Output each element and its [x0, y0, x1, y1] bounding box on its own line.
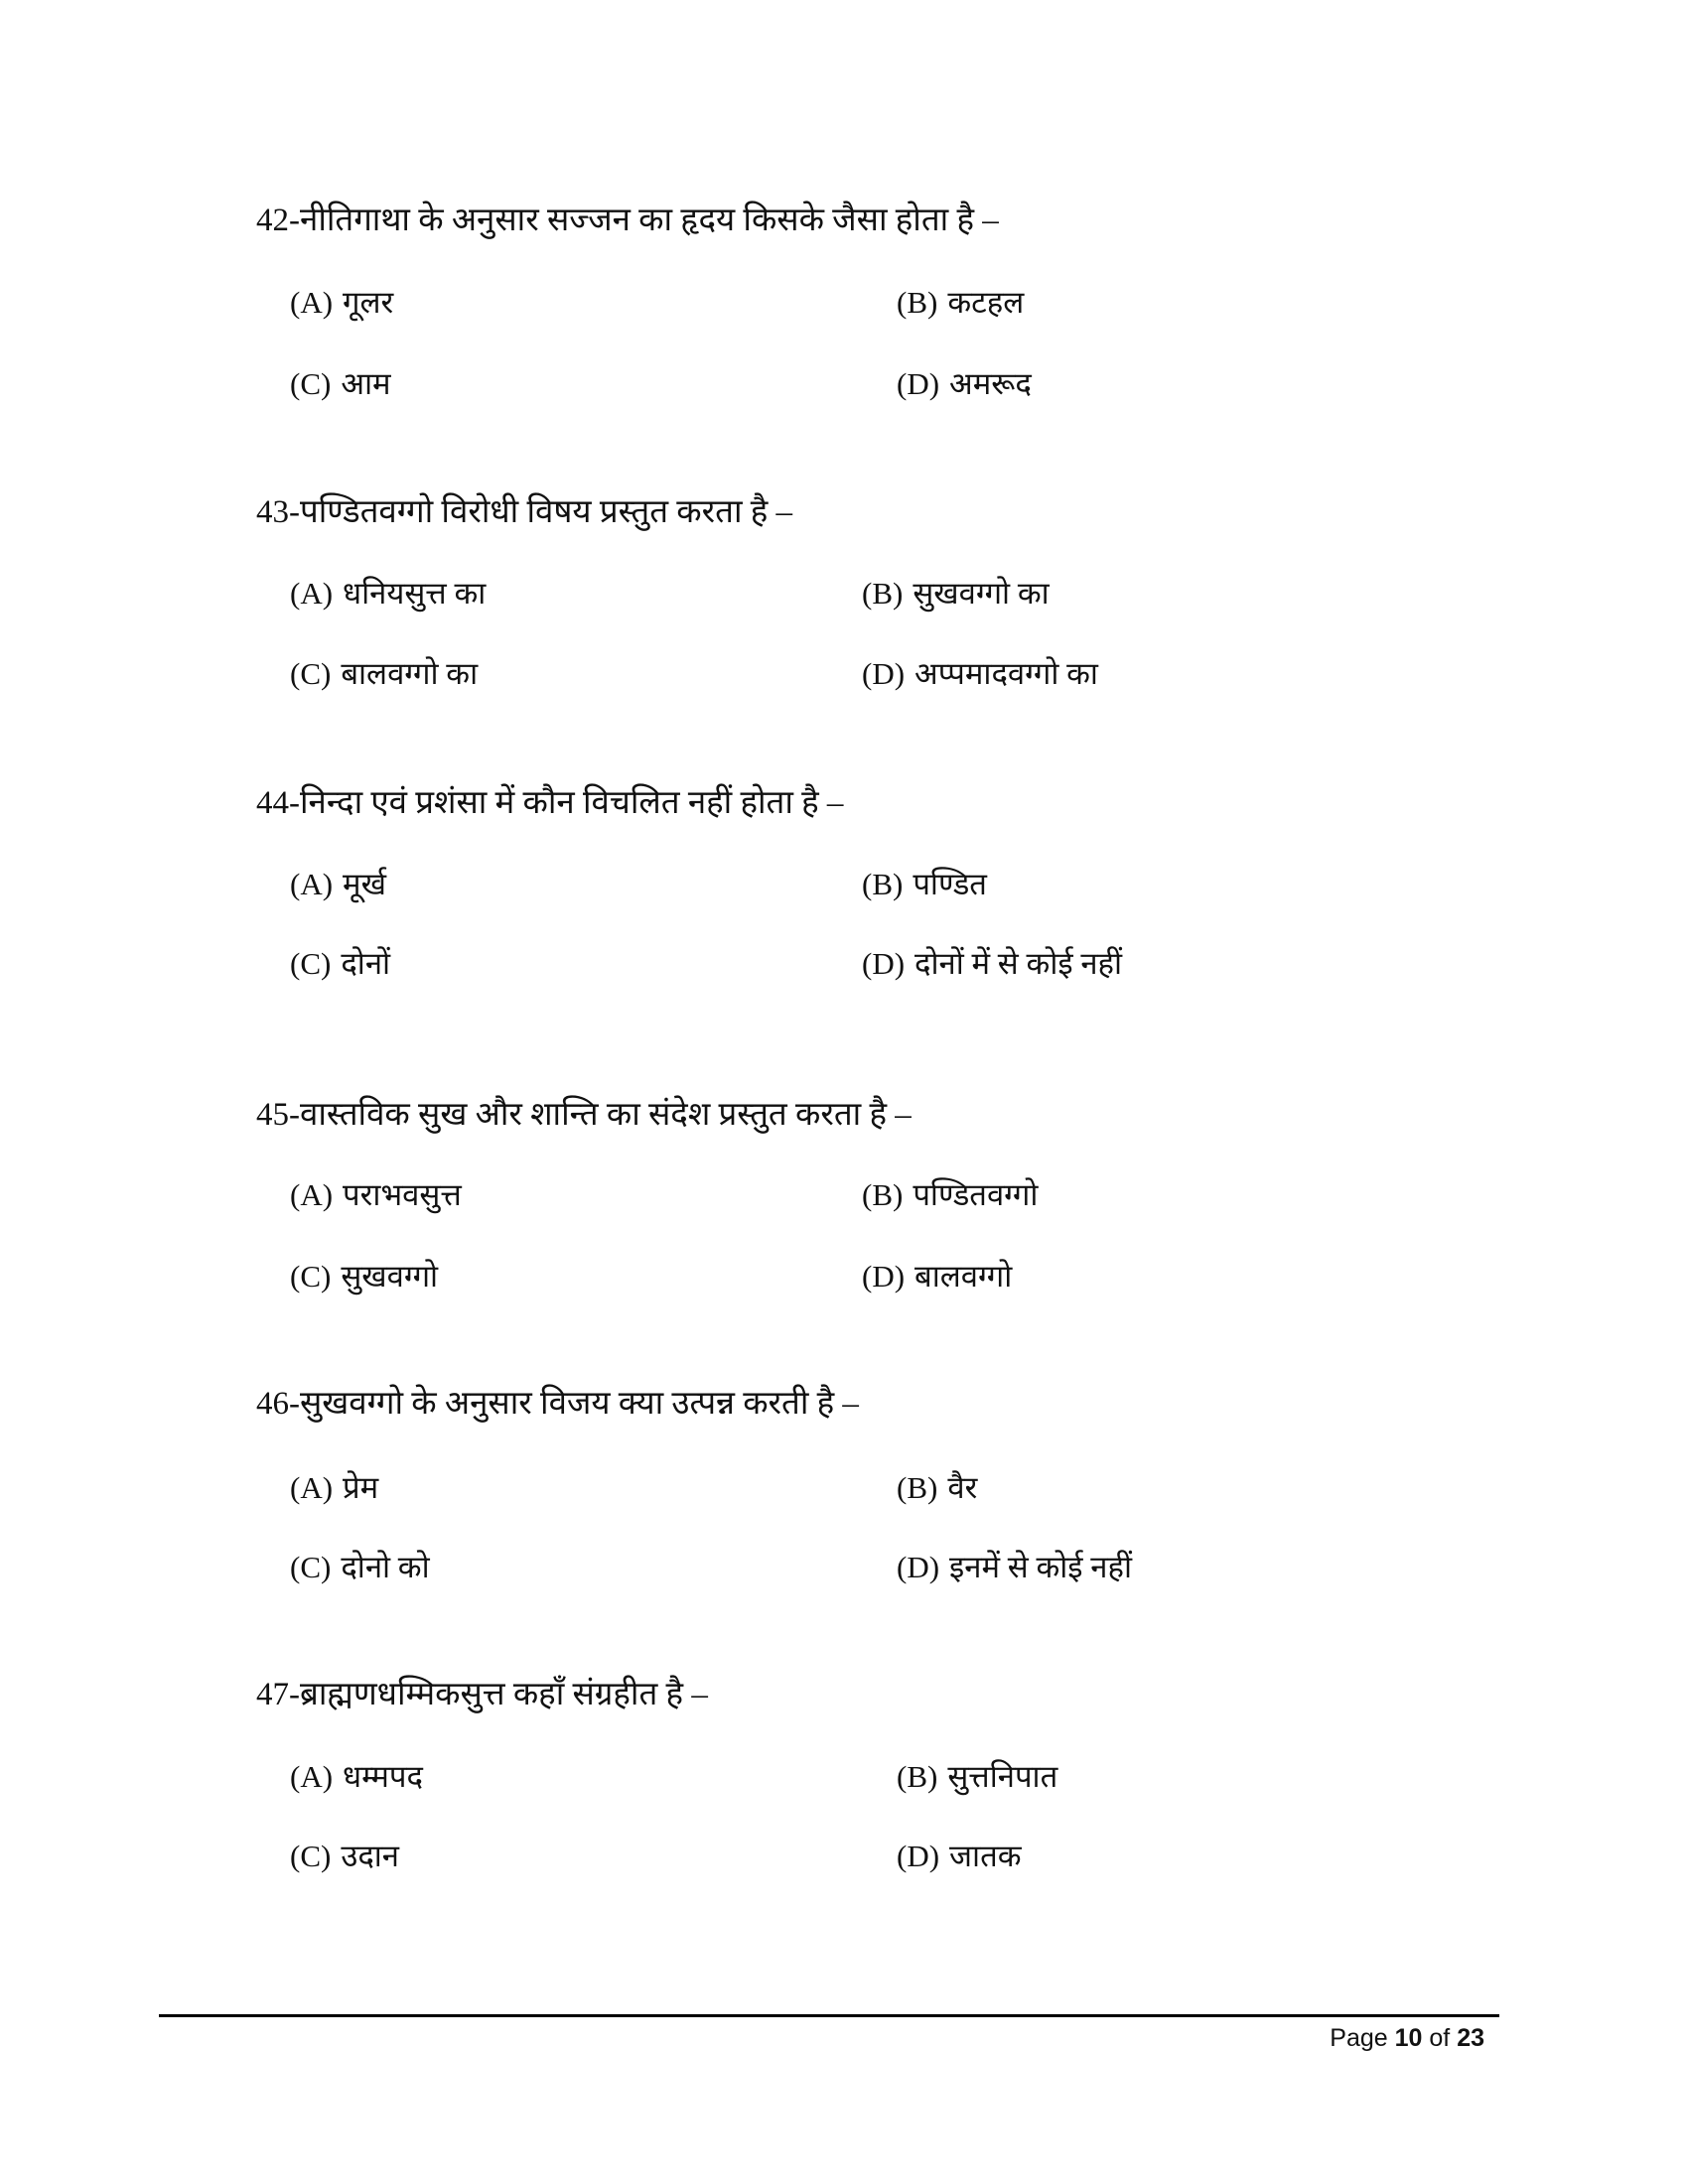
- option-text: अमरूद: [949, 366, 1032, 401]
- option-label: (C): [290, 656, 332, 691]
- question-43: [256, 492, 792, 532]
- option-a: [290, 574, 486, 614]
- option-text: सुखवग्गो: [341, 1259, 439, 1294]
- option-label: (D): [862, 656, 906, 691]
- option-label: (C): [290, 946, 332, 981]
- option-label: (D): [862, 946, 906, 981]
- option-b: [862, 574, 1050, 614]
- option-text: अप्पमादवग्गो का: [914, 656, 1098, 691]
- question-text: सुखवग्गो के अनुसार विजय क्या उत्पन्न करती है –: [300, 1386, 859, 1422]
- question-number: 43-: [256, 494, 300, 530]
- option-c: [290, 364, 391, 404]
- option-b: [897, 283, 1024, 323]
- option-label: (D): [897, 1550, 940, 1584]
- option-text: पण्डित: [913, 867, 987, 901]
- option-label: (D): [897, 366, 940, 401]
- option-b: [897, 1757, 1057, 1797]
- page-number: [1330, 2021, 1484, 2055]
- option-label: (B): [897, 1759, 938, 1794]
- option-label: (C): [290, 366, 332, 401]
- option-b: [862, 1175, 1038, 1215]
- option-b: [897, 1468, 977, 1508]
- option-text: मूर्ख: [343, 867, 386, 901]
- question-text: नीतिगाथा के अनुसार सज्जन का हृदय किसके जैसा होता है –: [300, 203, 999, 238]
- option-text: उदान: [341, 1839, 400, 1873]
- option-text: आम: [341, 366, 391, 401]
- option-label: (A): [290, 1470, 334, 1505]
- option-label: (A): [290, 576, 334, 611]
- option-d: [897, 1548, 1132, 1587]
- question-44: [256, 783, 843, 823]
- option-text: दोनों में से कोई नहीं: [914, 946, 1123, 981]
- option-text: दोनो को: [341, 1550, 430, 1584]
- option-text: सुत्तनिपात: [947, 1759, 1058, 1794]
- option-a: [290, 1468, 378, 1508]
- current-page: 10: [1394, 2024, 1423, 2052]
- question-46: [256, 1384, 859, 1424]
- option-text: सुखवग्गो का: [913, 576, 1050, 611]
- option-label: (A): [290, 1759, 334, 1794]
- option-text: वैर: [947, 1470, 978, 1505]
- question-number: 47-: [256, 1677, 300, 1712]
- question-number: 42-: [256, 203, 300, 238]
- option-label: (B): [897, 1470, 938, 1505]
- option-c: [290, 654, 478, 694]
- option-label: (B): [862, 576, 904, 611]
- option-text: कटहल: [947, 285, 1025, 320]
- question-number: 46-: [256, 1386, 300, 1422]
- option-c: [290, 1837, 399, 1876]
- question-42: [256, 201, 999, 240]
- option-label: (A): [290, 867, 334, 901]
- option-a: [290, 283, 393, 323]
- of-word: of: [1429, 2024, 1451, 2052]
- option-label: (D): [862, 1259, 906, 1294]
- option-text: दोनों: [341, 946, 391, 981]
- option-c: [290, 944, 390, 984]
- question-text: पण्डितवग्गो विरोधी विषय प्रस्तुत करता है –: [300, 494, 793, 530]
- option-c: [290, 1257, 438, 1297]
- option-d: [862, 654, 1098, 694]
- total-pages: 23: [1457, 2024, 1484, 2052]
- option-d: [862, 1257, 1012, 1297]
- footer-divider: [159, 2014, 1499, 2017]
- option-d: [897, 1837, 1022, 1876]
- option-label: (C): [290, 1259, 332, 1294]
- option-label: (D): [897, 1839, 940, 1873]
- option-text: जातक: [949, 1839, 1022, 1873]
- option-label: (C): [290, 1550, 332, 1584]
- question-45: [256, 1095, 912, 1135]
- option-text: गूलर: [343, 285, 394, 320]
- option-label: (C): [290, 1839, 332, 1873]
- option-text: पण्डितवग्गो: [913, 1177, 1039, 1212]
- question-number: 44-: [256, 785, 300, 821]
- option-d: [862, 944, 1122, 984]
- option-label: (B): [897, 285, 938, 320]
- option-text: पराभवसुत्त: [343, 1177, 462, 1212]
- option-label: (B): [862, 867, 904, 901]
- question-47: [256, 1675, 708, 1714]
- option-a: [290, 865, 386, 904]
- question-number: 45-: [256, 1097, 300, 1133]
- option-c: [290, 1548, 430, 1587]
- question-text: ब्राह्मणधम्मिकसुत्त कहाँ संग्रहीत है –: [300, 1677, 708, 1712]
- option-text: प्रेम: [343, 1470, 379, 1505]
- option-label: (B): [862, 1177, 904, 1212]
- option-d: [897, 364, 1032, 404]
- option-label: (A): [290, 1177, 334, 1212]
- option-b: [862, 865, 987, 904]
- question-text: वास्तविक सुख और शान्ति का संदेश प्रस्तुत करता है –: [300, 1097, 912, 1133]
- question-text: निन्दा एवं प्रशंसा में कौन विचलित नहीं होता है –: [300, 785, 844, 821]
- page-word: Page: [1330, 2024, 1388, 2052]
- option-a: [290, 1757, 423, 1797]
- option-a: [290, 1175, 462, 1215]
- option-text: धम्मपद: [343, 1759, 423, 1794]
- option-text: धनियसुत्त का: [343, 576, 487, 611]
- option-label: (A): [290, 285, 334, 320]
- option-text: इनमें से कोई नहीं: [949, 1550, 1132, 1584]
- option-text: बालवग्गो का: [341, 656, 479, 691]
- option-text: बालवग्गो: [914, 1259, 1013, 1294]
